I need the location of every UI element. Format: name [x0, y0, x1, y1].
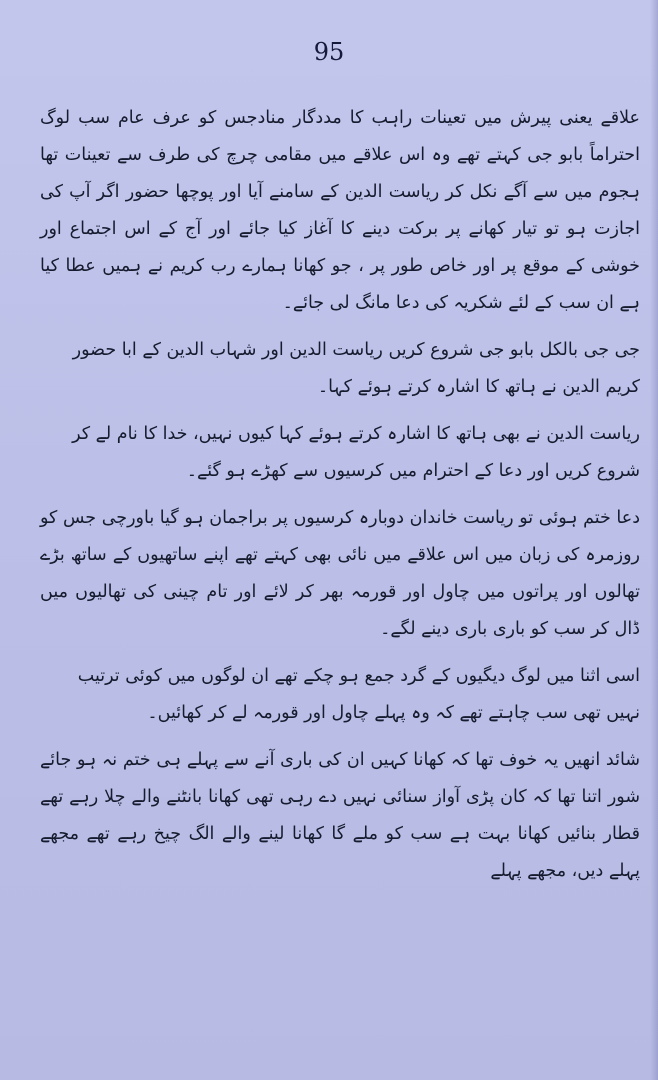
- paragraph: جی جی بالکل بابو جی شروع کریں ریاست الدین اور شہاب الدین کے ابا حضور کریم الدین نے ہاتھ کا اشارہ کرتے ہوئے کہا۔: [72, 340, 640, 397]
- page-body-text: [40, 100, 640, 900]
- page-edge-shadow: [650, 0, 658, 1080]
- paragraph: دعا ختم ہوئی تو ریاست خاندان دوبارہ کرسیوں پر براجمان ہو گیا باورچی جس کو روزمرہ کی زبان میں اس علاقے میں نائی بھی کہتے تھے اپنے ساتھیوں کے ساتھ بڑے تھالوں اور پراتوں میں چاول اور قورمہ بھر کر لائے اور تام چینی کی تھالیوں میں ڈال کر سب کو باری باری دینے لگے۔: [40, 508, 640, 639]
- page-number: 95: [313, 38, 345, 66]
- paragraph: علاقے یعنی پیرش میں تعینات راہب کا مددگار منادجس کو عرف عام سب لوگ احتراماً بابو جی کہتے تھے وہ اس علاقے میں مقامی چرچ کی طرف سے تعینات تھا ہجوم میں سے آگے نکل کر ریاست الدین کے سامنے آیا اور پوچھا حضور اگر آپ کی اجازت ہو تو تیار کھانے پر برکت دینے کا آغاز کیا جائے اور آج کے اس اجتماع اور خوشی کے موقع پر اور خاص طور پر ، جو کھانا ہمارے رب کریم نے ہمیں عطا کیا ہے ان سب کے لئے شکریہ کی دعا مانگ لی جائے۔: [40, 108, 640, 313]
- paragraph: اسی اثنا میں لوگ دیگیوں کے گرد جمع ہو چکے تھے ان لوگوں میں کوئی ترتیب نہیں تھی سب چاہتے تھے کہ وہ پہلے چاول اور قورمہ لے کر کھائیں۔: [77, 666, 640, 723]
- paragraph: ریاست الدین نے بھی ہاتھ کا اشارہ کرتے ہوئے کہا کیوں نہیں، خدا کا نام لے کر شروع کریں اور دعا کے احترام میں کرسیوں سے کھڑے ہو گئے۔: [72, 424, 640, 481]
- paragraph: شائد انھیں یہ خوف تھا کہ کھانا کہیں ان کی باری آنے سے پہلے ہی ختم نہ ہو جائے شور اتنا تھا کہ کان پڑی آواز سنائی نہیں دے رہی تھی کھانا بانٹنے والے چلا رہے تھے قطار بنائیں کھانا بہت ہے سب کو ملے گا کھانا لینے والے الگ چیخ رہے تھے مجھے پہلے دیں، مجھے پہلے: [40, 750, 640, 881]
